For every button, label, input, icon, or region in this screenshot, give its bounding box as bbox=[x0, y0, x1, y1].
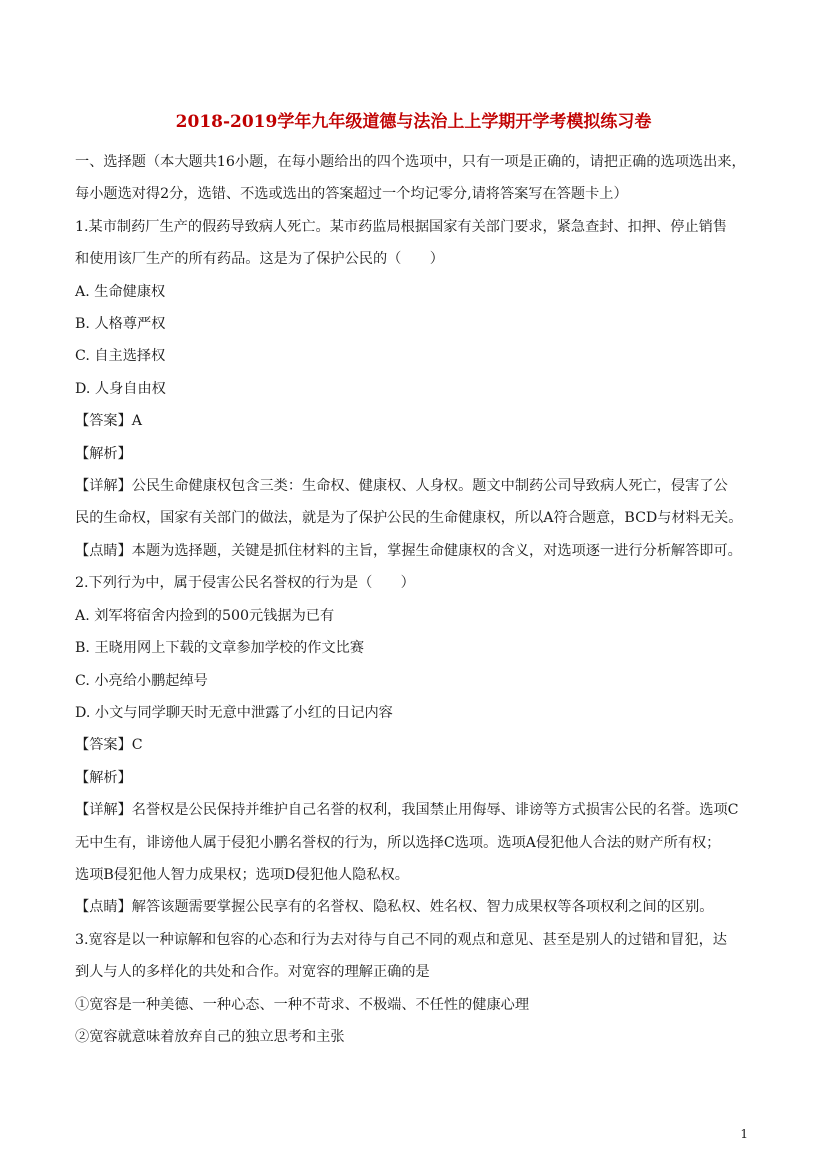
question-1-option-b: B. 人格尊严权 bbox=[75, 316, 166, 333]
question-2-option-a: A. 刘军将宿舍内捡到的500元钱据为已有 bbox=[75, 607, 335, 624]
question-2-analysis-label: 【解析】 bbox=[75, 769, 132, 786]
section-instructions: 每小题选对得2分，选错、不选或选出的答案超过一个均记零分,请将答案写在答题卡上） bbox=[75, 186, 628, 203]
question-3-stem-cont: 到人与人的多样化的共处和合作。对宽容的理解正确的是 bbox=[75, 964, 430, 981]
question-1-option-d: D. 人身自由权 bbox=[75, 380, 166, 397]
question-1-option-a: A. 生命健康权 bbox=[75, 283, 166, 300]
question-2-option-c: C. 小亮给小鹏起绰号 bbox=[75, 672, 208, 689]
document-body bbox=[75, 146, 755, 1053]
question-3-statement-1: ①宽容是一种美德、一种心态、一种不苛求、不极端、不任性的健康心理 bbox=[75, 996, 530, 1013]
question-2-tip: 【点睛】解答该题需要掌握公民享有的名誉权、隐私权、姓名权、智力成果权等各项权利之间的区别。 bbox=[75, 899, 714, 916]
question-2-answer: 【答案】C bbox=[75, 737, 143, 754]
question-2-detail-cont-2: 选项B侵犯他人智力成果权；选项D侵犯他人隐私权。 bbox=[75, 866, 409, 883]
page-number: 1 bbox=[740, 1127, 748, 1141]
question-1-detail: 【详解】公民生命健康权包含三类：生命权、健康权、人身权。题文中制药公司导致病人死亡，侵害了公 bbox=[75, 478, 728, 495]
section-heading: 一、选择题（本大题共16小题，在每小题给出的四个选项中，只有一项是正确的，请把正确的选项选出来， bbox=[75, 154, 746, 170]
question-3-statement-2: ②宽容就意味着放弃自己的独立思考和主张 bbox=[75, 1028, 345, 1045]
question-1-analysis-label: 【解析】 bbox=[75, 445, 132, 462]
question-2-option-b: B. 王晓用网上下载的文章参加学校的作文比赛 bbox=[75, 640, 365, 657]
document-title: 2018-2019学年九年级道德与法治上上学期开学考模拟练习卷 bbox=[175, 112, 652, 132]
question-3-stem: 3.宽容是以一种谅解和包容的心态和行为去对待与自己不同的观点和意见、甚至是别人的过错和冒犯，达 bbox=[75, 931, 727, 948]
question-2-detail-cont: 无中生有，诽谤他人属于侵犯小鹏名誉权的行为，所以选择C选项。选项A侵犯他人合法的财产所有权； bbox=[75, 834, 721, 851]
question-1-option-c: C. 自主选择权 bbox=[75, 348, 166, 365]
question-1-answer: 【答案】A bbox=[75, 413, 142, 430]
question-1-detail-cont: 民的生命权，国家有关部门的做法，就是为了保护公民的生命健康权，所以A符合题意，BCD与材料无关。 bbox=[75, 510, 743, 527]
question-2-option-d: D. 小文与同学聊天时无意中泄露了小红的日记内容 bbox=[75, 704, 393, 721]
question-1-stem-cont: 和使用该厂生产的所有药品。这是为了保护公民的（ ） bbox=[75, 251, 444, 268]
question-2-detail: 【详解】名誉权是公民保持并维护自己名誉的权利，我国禁止用侮辱、诽谤等方式损害公民的名誉。选项C bbox=[75, 802, 739, 819]
question-2-stem: 2.下列行为中，属于侵害公民名誉权的行为是（ ） bbox=[75, 575, 415, 592]
question-1-tip: 【点睛】本题为选择题，关键是抓住材料的主旨，掌握生命健康权的含义，对选项逐一进行分析解答即可。 bbox=[75, 542, 742, 559]
question-1-stem: 1.某市制药厂生产的假药导致病人死亡。某市药监局根据国家有关部门要求，紧急查封、扣押、停止销售 bbox=[75, 218, 727, 235]
